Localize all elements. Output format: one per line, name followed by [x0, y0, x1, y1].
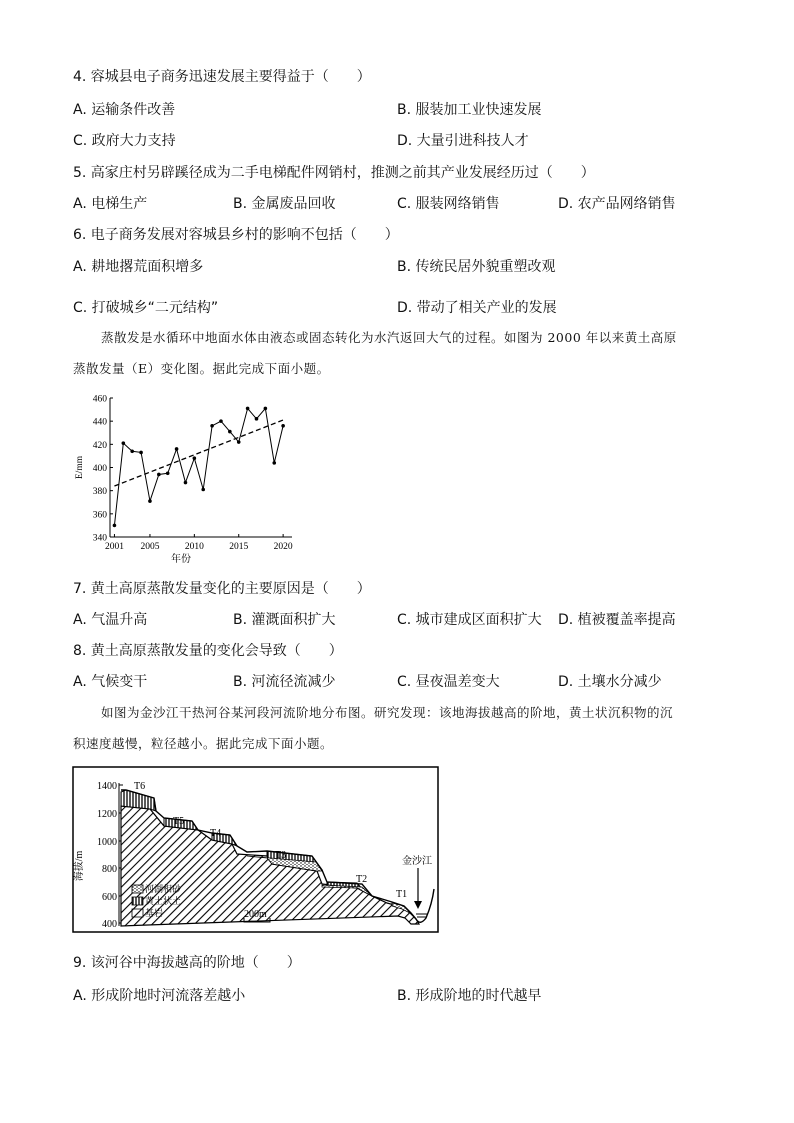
question-9-option-a: A. 形成阶地时河流落差越小 — [73, 988, 246, 1004]
chart-data-point — [175, 447, 179, 451]
question-4-option-b: B. 服装加工业快速发展 — [397, 102, 542, 118]
question-6-stem: 6. 电子商务发展对容城县乡村的影响不包括（ ） — [73, 227, 399, 243]
river-label: 金沙江 — [402, 856, 432, 867]
question-5-option-c: C. 服装网络销售 — [397, 196, 500, 212]
chart-data-point — [281, 424, 285, 428]
question-4-option-d: D. 大量引进科技人才 — [397, 133, 529, 149]
chart-y-tick-label: 360 — [92, 510, 107, 521]
question-8-option-c: C. 昼夜温差变大 — [397, 674, 500, 690]
chart-data-point — [184, 481, 188, 485]
question-5-stem: 5. 高家庄村另辟蹊径成为二手电梯配件网销村，推测之前其产业发展经历过（ ） — [73, 165, 595, 181]
chart-data-point — [255, 417, 259, 421]
question-7-option-b: B. 灌溉面积扩大 — [233, 612, 336, 628]
terrace-label-t5: T5 — [173, 816, 185, 827]
scale-bar-label: 200m — [244, 909, 267, 920]
question-8-option-b: B. 河流径流减少 — [233, 674, 336, 690]
question-5-option-a: A. 电梯生产 — [73, 196, 148, 212]
evapotranspiration-chart — [70, 388, 310, 572]
diagram-y-tick-label: 1000 — [97, 837, 117, 848]
chart-x-tick-label: 2010 — [184, 542, 204, 552]
legend-swatch-lake-sand — [132, 885, 143, 893]
question-7-stem: 7. 黄土高原蒸散发量变化的主要原因是（ ） — [73, 581, 371, 597]
chart-y-tick-label: 460 — [92, 394, 107, 405]
question-8-option-d: D. 土壤水分减少 — [558, 674, 662, 690]
diagram-y-tick-label: 600 — [102, 892, 117, 903]
passage-2-line-1: 如图为金沙江干热河谷某河段河流阶地分布图。研究发现：该地海拔越高的阶地，黄土状沉积物的沉 — [101, 705, 674, 720]
legend-label-bedrock: 基岩 — [145, 908, 164, 918]
chart-data-point — [228, 430, 232, 434]
question-7-option-a: A. 气温升高 — [73, 612, 148, 628]
chart-x-tick-label: 2005 — [140, 542, 160, 552]
question-7-option-d: D. 植被覆盖率提高 — [558, 612, 676, 628]
question-4-option-a: A. 运输条件改善 — [73, 102, 176, 118]
chart-x-tick-label: 2015 — [229, 542, 249, 552]
terrace-label-t2: T2 — [356, 874, 368, 885]
chart-data-point — [139, 451, 143, 455]
question-8-stem: 8. 黄土高原蒸散发量的变化会导致（ ） — [73, 643, 343, 659]
chart-y-tick-label: 380 — [92, 487, 107, 498]
legend-swatch-loess — [132, 897, 143, 905]
legend-label-loess: 黄土状土 — [145, 896, 182, 906]
chart-y-tick-label: 340 — [92, 533, 107, 544]
question-9-stem: 9. 该河谷中海拔越高的阶地（ ） — [73, 955, 301, 971]
chart-y-tick-label: 420 — [92, 440, 107, 451]
diagram-y-tick-label: 400 — [102, 919, 117, 930]
chart-data-point — [122, 441, 126, 445]
diagram-y-tick-label: 1200 — [97, 809, 117, 820]
terrace-label-t4: T4 — [210, 828, 222, 839]
chart-y-tick-label: 440 — [92, 417, 107, 428]
passage-2-line-2: 积速度越慢，粒径越小。据此完成下面小题。 — [73, 736, 334, 751]
chart-x-axis-label: 年份 — [171, 554, 191, 565]
chart-data-point — [130, 449, 134, 453]
chart-data-point — [201, 488, 205, 492]
question-5-option-d: D. 农产品网络销售 — [558, 196, 676, 212]
chart-data-point — [113, 524, 117, 528]
question-7-option-c: C. 城市建成区面积扩大 — [397, 612, 542, 628]
passage-1-line-1: 蒸散发是水循环中地面水体由液态或固态转化为水汽返回大气的过程。如图为 2000 年以来黄土高原 — [101, 330, 677, 345]
chart-data-point — [219, 419, 223, 423]
question-4-stem: 4. 容城县电子商务迅速发展主要得益于（ ） — [73, 69, 371, 85]
chart-data-point — [166, 471, 170, 475]
chart-x-tick-label: 2020 — [273, 542, 293, 552]
diagram-y-tick-label: 1400 — [97, 781, 117, 792]
chart-data-point — [237, 440, 241, 444]
passage-1-line-2: 蒸散发量（E）变化图。据此完成下面小题。 — [73, 361, 330, 376]
chart-data-point — [246, 407, 250, 411]
chart-data-point — [148, 499, 152, 503]
terrace-label-t1: T1 — [396, 889, 408, 900]
legend-swatch-bedrock — [132, 909, 143, 917]
question-6-option-d: D. 带动了相关产业的发展 — [397, 300, 557, 316]
diagram-y-axis-label: 海拔/m — [74, 850, 85, 882]
diagram-y-tick-label: 800 — [102, 864, 117, 875]
terrace-label-t3: T3 — [275, 850, 287, 861]
chart-data-point — [157, 473, 161, 477]
question-9-option-b: B. 形成阶地的时代越早 — [397, 988, 542, 1004]
question-6-option-c: C. 打破城乡“二元结构” — [73, 300, 219, 316]
question-6-option-a: A. 耕地撂荒面积增多 — [73, 259, 204, 275]
chart-data-point — [272, 461, 276, 465]
chart-y-axis-label: E/mm — [75, 455, 85, 480]
chart-data-point — [193, 456, 197, 460]
legend-label-lake-sand: 河湖相砂 — [145, 884, 182, 894]
question-4-option-c: C. 政府大力支持 — [73, 133, 176, 149]
chart-x-tick-label: 2001 — [104, 542, 124, 552]
question-5-option-b: B. 金属废品回收 — [233, 196, 336, 212]
chart-series-line — [114, 408, 283, 525]
chart-y-tick-label: 400 — [92, 464, 107, 474]
question-6-option-b: B. 传统民居外貌重塑改观 — [397, 259, 556, 275]
chart-data-point — [264, 407, 268, 411]
chart-data-point — [210, 424, 214, 428]
river-terrace-diagram — [72, 766, 440, 934]
terrace-label-t6: T6 — [134, 781, 146, 792]
question-8-option-a: A. 气候变干 — [73, 674, 148, 690]
